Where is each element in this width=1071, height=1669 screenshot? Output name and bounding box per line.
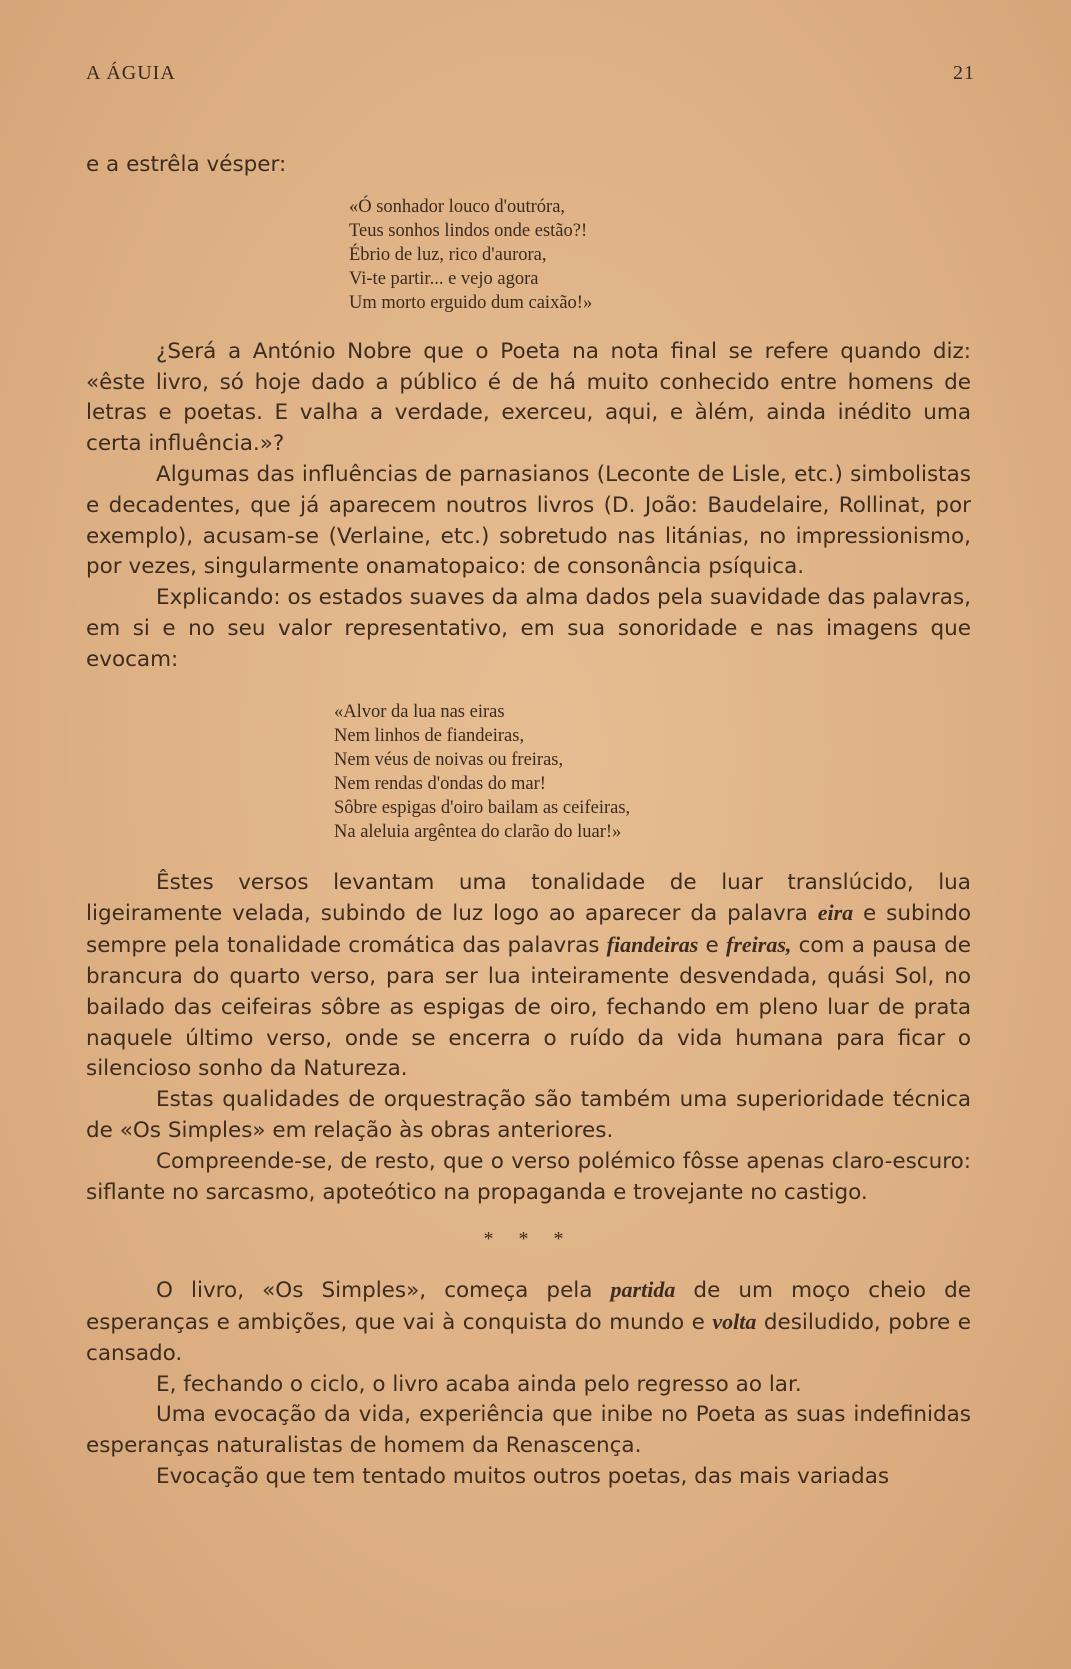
paragraph: Uma evocação da vida, experiência que inibe no Poeta as suas indefinidas esperanças naturalistas de homem da Renascença. — [86, 1402, 971, 1459]
verse-line: Ébrio de luz, rico d'aurora, — [349, 244, 547, 265]
emphasis: eira — [817, 900, 854, 926]
page-number: 21 — [953, 62, 975, 84]
verse-line: Na aleluia argêntea do clarão do luar!» — [334, 821, 622, 842]
text-run: com a pausa de brancura do quarto verso, para ser lua inteiramente desvendada, quási Sol, no bailado das ceifeiras sôbre as espigas de oiro, fechando em pleno luar de prata naquele último verso, onde se encerra o ruído da vida humana para ficar o silencioso sonho da Natureza. — [86, 933, 971, 1082]
running-header — [86, 62, 975, 92]
verse-block-2 — [86, 700, 971, 844]
verse-line: Nem véus de noivas ou freiras, — [334, 749, 564, 770]
text-run: Êstes versos levantam uma tonalidade de luar translúcido, lua ligeiramente velada, subindo de luz logo ao aparecer da palavra — [86, 869, 971, 927]
paragraph — [86, 868, 971, 1086]
verse-line: «Ó sonhador louco d'outróra, — [349, 196, 566, 217]
verse-line: Teus sonhos lindos onde estão?! — [349, 220, 588, 241]
verse-line: Nem rendas d'ondas do mar! — [334, 773, 546, 794]
article-body — [86, 150, 971, 1493]
text-run: de um moço cheio de esperanças e ambições, que vai à conquista do mundo e — [86, 1278, 971, 1335]
text-run: desiludido, pobre e cansado. — [86, 1309, 971, 1366]
verse-line: Nem linhos de fiandeiras, — [334, 725, 525, 746]
intro-line: e a estrêla vésper: — [86, 152, 287, 177]
section-separator: * * * — [483, 1228, 574, 1251]
text-run: e — [698, 933, 726, 959]
paragraph: Compreende-se, de resto, que o verso polémico fôsse apenas claro-escuro: siflante no sarcasmo, apoteótico na propaganda e trovejante no castigo. — [86, 1148, 971, 1205]
verse-line: Sôbre espigas d'oiro bailam as ceifeiras, — [334, 797, 631, 818]
emphasis: freiras, — [726, 932, 792, 958]
verse-block-1 — [86, 195, 971, 315]
paragraph: ¿Será a António Nobre que o Poeta na nota final se refere quando diz: «êste livro, só hoje dado a público é de há muito conhecido entre homens de letras e poetas. E valha a verdade, exerceu, aqui, e àlém, ainda inédito uma certa influência.»? — [86, 338, 971, 457]
paragraph: E, fechando o ciclo, o livro acaba ainda pelo regresso ao lar. — [156, 1371, 802, 1397]
text-run: e subindo sempre pela tonalidade cromática das palavras — [86, 901, 971, 959]
journal-title: A ÁGUIA — [86, 62, 176, 84]
text-run: O livro, «Os Simples», começa pela — [156, 1278, 611, 1304]
emphasis: partida — [610, 1277, 676, 1303]
verse-line: «Alvor da lua nas eiras — [334, 701, 505, 722]
verse-line: Um morto erguido dum caixão!» — [349, 292, 593, 313]
paragraph: Explicando: os estados suaves da alma dados pela suavidade das palavras, em si e no seu valor representativo, em sua sonoridade e nas imagens que evocam: — [86, 585, 971, 672]
verse-line: Vi-te partir... e vejo agora — [349, 268, 539, 289]
paragraph: Algumas das influências de parnasianos (Leconte de Lisle, etc.) simbolistas e decadentes, que já aparecem noutros livros (D. João: Baudelaire, Rollinat, por exemplo), acusam-se (Verlaine, etc.) sobretudo nas litánias, no impressionismo, por vezes, singularmente onamatopaico: de consonância psíquica. — [86, 461, 971, 580]
paragraph: Estas qualidades de orquestração são também uma superioridade técnica de «Os Simples» em relação às obras anteriores. — [86, 1087, 971, 1143]
emphasis: volta — [712, 1308, 757, 1334]
emphasis: fiandeiras — [606, 932, 699, 958]
paragraph — [86, 1275, 971, 1369]
paragraph: Evocação que tem tentado muitos outros poetas, das mais variadas — [156, 1463, 890, 1489]
